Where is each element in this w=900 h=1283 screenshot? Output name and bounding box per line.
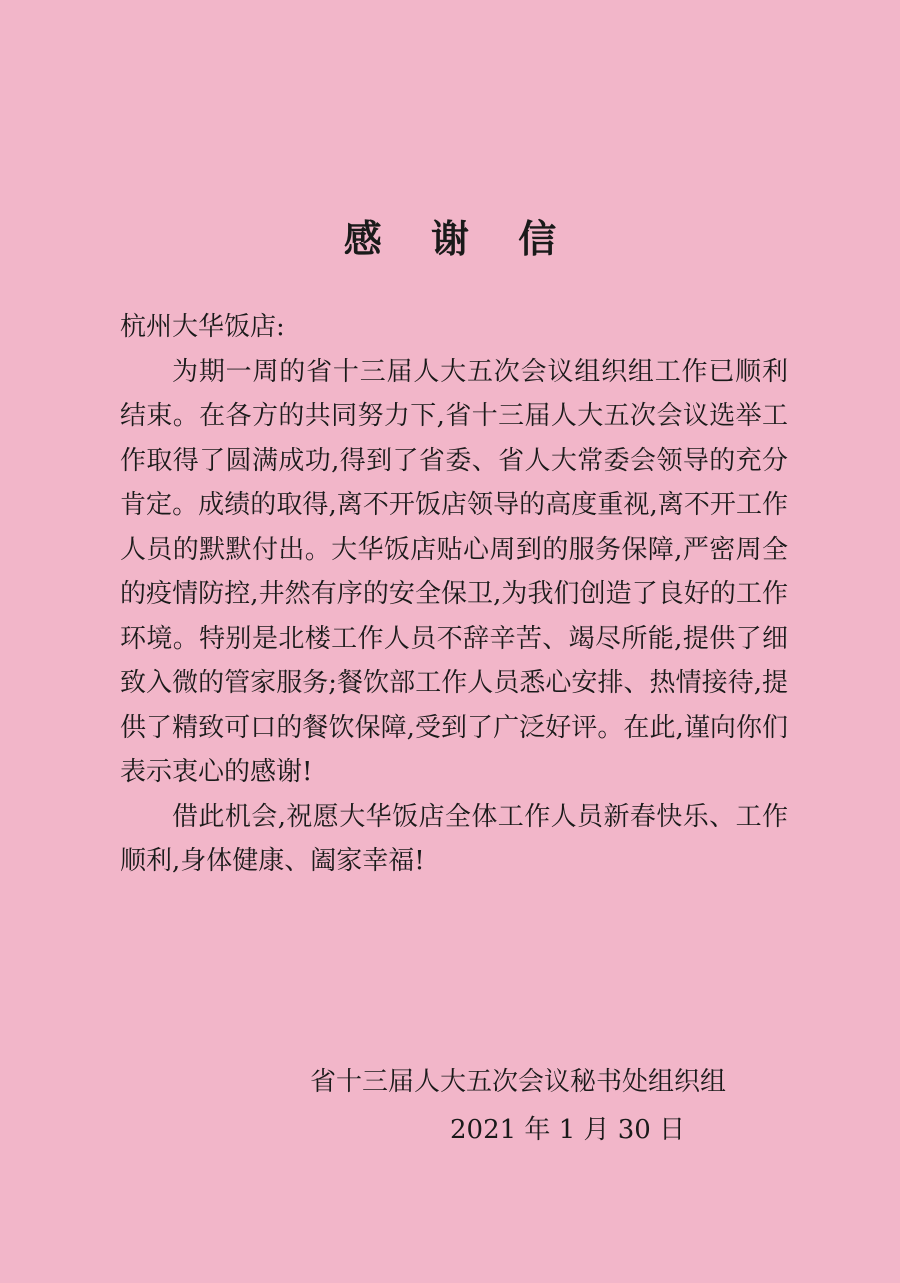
signature-date: 2021 年 1 月 30 日 xyxy=(450,1115,686,1145)
letter-paragraph-closing: 借此机会,祝愿大华饭店全体工作人员新春快乐、工作顺利,身体健康、阖家幸福! xyxy=(120,801,788,876)
letter-body xyxy=(120,305,788,884)
letter-signature xyxy=(300,1058,780,1154)
letter-salutation: 杭州大华饭店: xyxy=(120,312,285,342)
signature-organization: 省十三届人大五次会议秘书处组织组 xyxy=(310,1067,727,1097)
letter-paragraph-main: 为期一周的省十三届人大五次会议组织组工作已顺利结束。在各方的共同努力下,省十三届人大五次会议选举工作取得了圆满成功,得到了省委、省人大常委会领导的充分肯定。成绩的取得,离不开饭店领导的高度重视,离不开工作人员的默默付出。大华饭店贴心周到的服务保障,严密周全的疫情防控,井然有序的安全保卫,为我们创造了良好的工作环境。特别是北楼工作人员不辞辛苦、竭尽所能,提供了细致入微的管家服务;餐饮部工作人员悉心安排、热情接待,提供了精致可口的餐饮保障,受到了广泛好评。在此,谨向你们表示衷心的感谢! xyxy=(120,356,788,787)
letter-title: 感 谢 信 xyxy=(343,217,575,261)
